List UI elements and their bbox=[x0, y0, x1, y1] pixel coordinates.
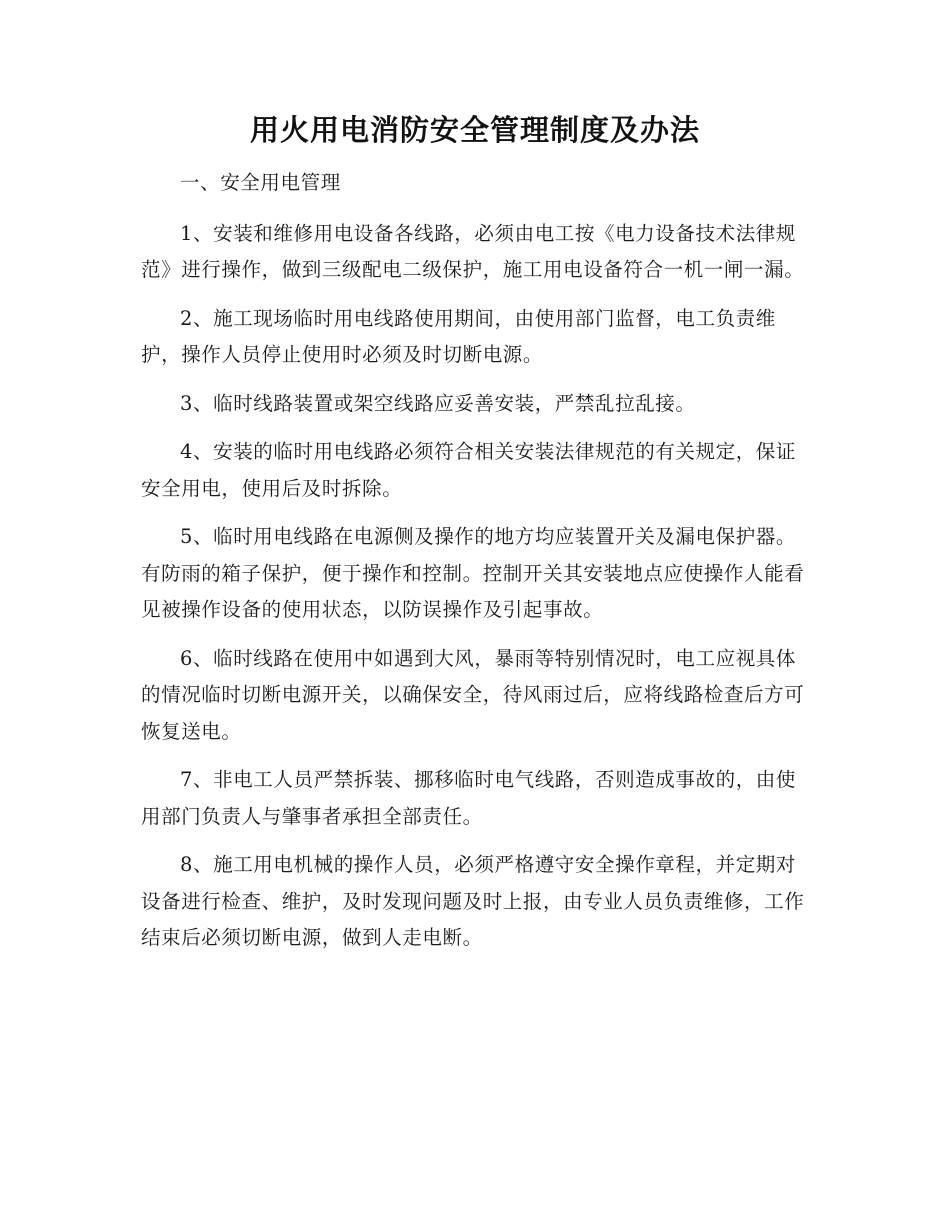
paragraph-3: 3、临时线路装置或架空线路应妥善安装，严禁乱拉乱接。 bbox=[180, 391, 696, 415]
paragraph-5: 5、临时用电线路在电源侧及操作的地方均应装置开关及漏电保护器。有防雨的箱子保护，便于操作和控制。控制开关其安装地点应使操作人能看见被操作设备的使用状态，以防误操作及引起事故。 bbox=[141, 525, 805, 621]
paragraph-1: 1、安装和维修用电设备各线路，必须由电工按《电力设备技术法律规范》进行操作，做到三级配电二级保护，施工用电设备符合一机一闸一漏。 bbox=[141, 221, 805, 281]
paragraph-8: 8、施工用电机械的操作人员，必须严格遵守安全操作章程，并定期对设备进行检查、维护，及时发现问题及时上报，由专业人员负责维修，工作结束后必须切断电源，做到人走电断。 bbox=[141, 853, 805, 949]
paragraph-2: 2、施工现场临时用电线路使用期间，由使用部门监督，电工负责维护，操作人员停止使用时必须及时切断电源。 bbox=[141, 306, 776, 366]
paragraph-7: 7、非电工人员严禁拆装、挪移临时电气线路，否则造成事故的，由使用部门负责人与肇事者承担全部责任。 bbox=[141, 768, 797, 828]
paragraph-6: 6、临时线路在使用中如遇到大风，暴雨等特别情况时，电工应视具体的情况临时切断电源开关，以确保安全，待风雨过后，应将线路检查后方可恢复送电。 bbox=[141, 646, 805, 743]
document-body bbox=[141, 165, 809, 969]
paragraph-4: 4、安装的临时用电线路必须符合相关安装法律规范的有关规定，保证安全用电，使用后及时拆除。 bbox=[141, 440, 797, 500]
document-title: 用火用电消防安全管理制度及办法 bbox=[249, 113, 700, 147]
section-heading: 一、安全用电管理 bbox=[180, 171, 341, 194]
